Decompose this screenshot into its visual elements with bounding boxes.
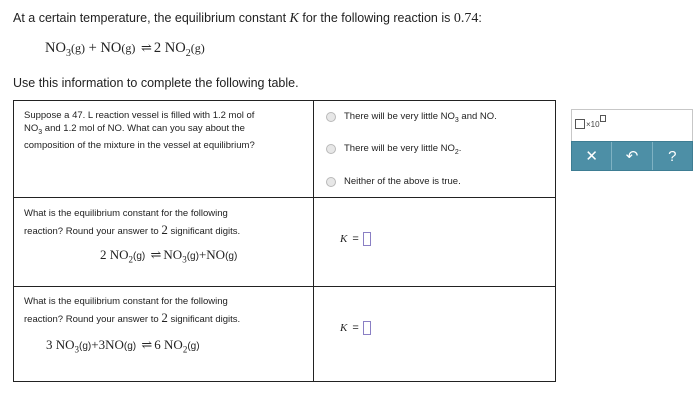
equals-sign: =: [352, 233, 359, 245]
species-no3: NO: [45, 40, 66, 56]
option-label: [344, 143, 461, 156]
subscript: 3: [182, 254, 187, 265]
k-label: K: [340, 233, 348, 245]
species-no: NO: [105, 337, 124, 352]
question-table: [13, 100, 556, 382]
phase: (g): [187, 341, 200, 352]
subscript: 3: [65, 47, 71, 59]
row-divider: [14, 197, 555, 198]
answer-toolbar: [571, 109, 693, 171]
undo-button[interactable]: [611, 142, 651, 170]
text: and 1.2 mol of NO. What can you say about the: [42, 123, 245, 134]
question-line: What is the equilibrium constant for the following: [24, 208, 228, 219]
coefficient: 6: [154, 337, 161, 352]
column-divider: [313, 101, 314, 381]
toolbar-actions: [571, 141, 693, 171]
radio-button[interactable]: [326, 144, 336, 154]
phase: (g): [190, 41, 205, 55]
row-divider: [14, 286, 555, 287]
text: significant digits.: [167, 226, 241, 237]
equilibrium-arrow-icon: ⇌: [150, 247, 162, 262]
phase: (g): [225, 251, 238, 262]
species-no: NO: [100, 40, 122, 56]
subscript: 3: [454, 116, 459, 124]
k-answer-input[interactable]: [363, 232, 371, 246]
text: reaction? Round your answer to: [24, 314, 162, 325]
plus-sign: +: [91, 337, 99, 352]
row3-question: [24, 294, 309, 328]
species-no2: NO: [109, 247, 129, 262]
species-no3: NO: [163, 247, 183, 262]
times-ten-label: ×10: [586, 120, 600, 129]
species-no2: NO: [164, 337, 183, 352]
species-no3: NO: [55, 337, 75, 352]
mantissa-box-icon: [575, 119, 585, 129]
species-no: NO: [206, 247, 226, 262]
undo-icon: ↶: [625, 148, 639, 165]
help-button[interactable]: [652, 142, 692, 170]
question-line: [24, 310, 309, 328]
intro-k-symbol: K: [289, 11, 299, 26]
subscript: 3: [38, 128, 43, 136]
clear-button[interactable]: [572, 142, 611, 170]
row3-answer: [340, 321, 371, 335]
phase: (g): [123, 341, 137, 352]
text: reaction? Round your answer to: [24, 226, 162, 237]
option-neither[interactable]: [326, 176, 461, 187]
option-label: [344, 111, 497, 124]
coefficient: 2: [100, 247, 107, 262]
row2-reaction: [100, 247, 237, 265]
intro-middle: for the following reaction is: [298, 11, 454, 25]
intro-text: [13, 11, 482, 27]
toolbar-palette: [571, 109, 693, 141]
species-no2: NO: [164, 40, 186, 56]
scientific-notation-button[interactable]: [575, 115, 606, 129]
subscript: 2: [182, 344, 188, 355]
subscript: 2: [185, 47, 191, 59]
plus-sign: +: [88, 40, 97, 56]
equilibrium-arrow-icon: ⇌: [141, 337, 153, 352]
option-little-no2[interactable]: [326, 143, 461, 156]
subscript: 2: [454, 148, 459, 156]
text: There will be very little NO: [344, 111, 455, 122]
digit-count: 2: [161, 222, 168, 237]
question-line: Suppose a 47. L reaction vessel is filled with 1.2 mol of: [24, 110, 255, 121]
k-label: K: [340, 322, 348, 334]
row3-reaction: [46, 337, 200, 355]
row2-answer: [340, 232, 371, 246]
row1-question: [24, 109, 309, 152]
intro-prefix: At a certain temperature, the equilibrium constant: [13, 11, 290, 25]
phase: (g): [121, 41, 136, 55]
coefficient: 3: [98, 337, 106, 352]
text: There will be very little NO: [344, 143, 455, 154]
option-little-no3-and-no[interactable]: [326, 111, 497, 124]
text: .: [458, 143, 462, 154]
text: significant digits.: [167, 314, 241, 325]
radio-button[interactable]: [326, 112, 336, 122]
equals-sign: =: [352, 322, 359, 334]
digit-count: 2: [161, 310, 168, 325]
main-reaction: [45, 40, 205, 59]
exponent-box-icon: [600, 115, 606, 122]
intro-k-value: 0.74: [453, 11, 479, 26]
question-line: [24, 122, 309, 139]
close-icon: ✕: [585, 148, 598, 165]
phase: (g): [79, 341, 92, 352]
coefficient: 3: [46, 337, 53, 352]
question-line: [24, 222, 309, 240]
option-label: Neither of the above is true.: [344, 176, 461, 187]
phase: (g): [70, 41, 85, 55]
instruction-text: Use this information to complete the following table.: [13, 76, 299, 90]
radio-button[interactable]: [326, 177, 336, 187]
text: NO: [24, 123, 39, 134]
intro-suffix: :: [478, 11, 482, 25]
coefficient: 2: [153, 40, 162, 56]
question-line: What is the equilibrium constant for the following: [24, 296, 228, 307]
help-icon: ?: [668, 147, 677, 165]
phase: (g): [133, 251, 146, 262]
k-answer-input[interactable]: [363, 321, 371, 335]
phase: (g): [186, 251, 199, 262]
equilibrium-arrow-icon: ⇌: [140, 40, 152, 55]
question-line: composition of the mixture in the vessel at equilibrium?: [24, 139, 255, 151]
text: and NO.: [458, 111, 497, 122]
subscript: 3: [74, 344, 80, 355]
subscript: 2: [128, 254, 134, 265]
row2-question: [24, 206, 309, 240]
plus-sign: +: [198, 247, 207, 262]
